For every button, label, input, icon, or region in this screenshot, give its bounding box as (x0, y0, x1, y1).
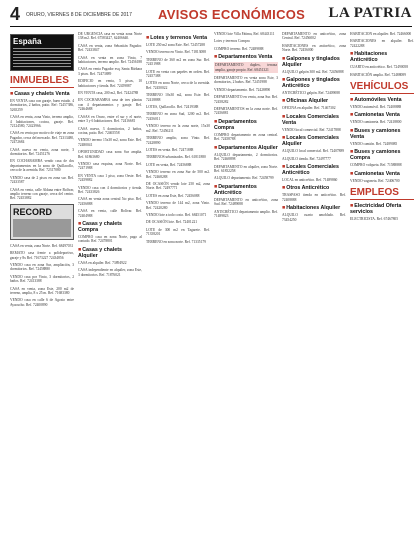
classified-ad: DE URGENCIA casa en venta zona Norte 138 m2. Ref. 67583427, 62406640. (78, 32, 142, 41)
category-title: ■Casas y chalets Compra (78, 221, 122, 233)
classified-ad: CASA en venta, calle Bolívar. Ref. 72404988 (78, 209, 142, 218)
classified-ad: LOTE de 300 m2 en Tagarete. Ref. 71358201 (146, 227, 210, 237)
classified-ad: DEPARTAMENTO en anticrético, zona Sud. Ref. 72489088 (214, 197, 278, 207)
category-title: ■Locales Comerciales Alquiler (282, 135, 339, 148)
newspaper-logo: LA PATRIA (328, 5, 412, 21)
classified-ad: DEPARTAMENTOS en la zona norte. Ref. 72456881 (214, 107, 278, 116)
ad-list (78, 91, 142, 218)
ad-list (282, 193, 346, 202)
category-title: ■Locales Comerciales Venta (282, 113, 339, 126)
classified-ad: COMPRO volqueta. Ref. 71588888 (350, 163, 402, 168)
ad-list (78, 261, 142, 277)
category-title: ■Locales Comerciales Anticrético (282, 164, 339, 177)
classified-ad: HABITACIONES en alquiler. Ref. 72422288 (350, 39, 414, 48)
classified-ad: HABITACIÓN en alquiler. Ref. 72466000 (350, 32, 412, 36)
category-title: ■Galpones y tinglados Anticrético (282, 77, 340, 90)
classified-ad: REMATO casa frente a polideportivo, garaje y 8x Ref. 71673227 72434856 (10, 251, 74, 260)
classified-ad: VENDO terreno 15x30 m2, zona Este. Ref. 72480041 (78, 138, 142, 147)
highlighted-ad: DEPARTAMENTO duplex, terraza amplia, garaje propio. Ref. 68451321 (215, 63, 277, 72)
ad-box-image (13, 219, 71, 237)
column-4 (214, 32, 278, 542)
classified-ad: CASA en venta, calle Aldana entre Bolívar, amplio terreno con garaje, cerca del centro. Ref. 72453882 (10, 187, 74, 201)
classified-ad: DE OCASIÓN vendo lote 250 m2, zona Norte. Ref. 72497771 (146, 181, 210, 191)
ad-list (78, 32, 142, 88)
page-date: ORURO, VIERNES 8 DE DICIEMBRE DE 2017 (26, 12, 132, 18)
empleos-heading: EMPLEOS (350, 187, 414, 200)
category-title: ■Casas y chalets Alquiler (78, 246, 122, 259)
classified-ad: LOTES en venta. Ref. 72471888 (146, 147, 194, 152)
ad-list (10, 244, 74, 307)
classified-ad: TERRENO en zona Sud, 1200 m2. Ref. 72456011 (146, 112, 210, 121)
classified-ad: CASA en venta, zona Norte. Ref. 68497031 (10, 243, 74, 248)
category-title: ■Electricidad Oferta servicios (350, 203, 402, 216)
ad-box-brand: RECORD (13, 206, 53, 217)
classified-ad: VENDO lote Villa Fátima, Ref. 68443111 (214, 32, 275, 36)
classified-ad: CASA en venta por motivo de viaje en zona Pagador, cerca del mercado. Ref. 72313480, 72472684 (10, 131, 74, 145)
ad-box-record (10, 204, 74, 240)
classified-ad: ALQUILO departamento. Ref. 72458799 (214, 176, 274, 181)
ad-box-espana (10, 34, 74, 71)
classified-ad: VENDO departamento. Ref. 72428890 (214, 87, 271, 92)
ad-list (350, 217, 414, 221)
classified-ad: COMPRO casa en zona Norte, pago al contado. Ref. 72478801 (78, 235, 142, 244)
classified-ad: HABITACIÓN amplia. Ref. 72488089 (350, 72, 406, 77)
classified-ad: COMPRO departamento en zona central. Ref. 72458788 (214, 132, 278, 142)
classified-ad: VENDO terreno en Vinto. Ref. 71813088 (146, 50, 206, 55)
category-title: ■Casas y chalets Venta (10, 91, 70, 97)
classified-ad: ANTICRÉTICO departamento amplio. Ref. 71489823 (214, 209, 278, 218)
classified-ad: ALQUILO cuarto amoblado. Ref. 73454250 (282, 213, 346, 222)
classified-ad: CASAS en Oruro, entre el sur y el norte, entre 3 y 6 habitaciones. Ref. 72416681 (78, 114, 142, 124)
category-title: ■Departamentos Compra (214, 118, 257, 131)
classified-ad: VENDO casa esquina, zona Norte. Ref. 72471988 (78, 161, 142, 171)
classified-ad: VENDO lote a todo costo. Ref. 68451071 (146, 212, 207, 217)
ad-list (10, 99, 74, 201)
classified-ad: VENDO terreno en la zona norte, 15x30 m2. Ref. 72456211 (146, 124, 210, 133)
section-title: AVISOS ECONÓMICOS (158, 7, 306, 22)
column-2 (78, 32, 142, 542)
classified-ad: LOTES, Quillacollo. Ref. 72419388 (146, 105, 199, 110)
classified-ad: TERRENO en zona norte. Ref. 71335179 (146, 239, 206, 244)
ad-list (78, 235, 142, 244)
classified-ad: LOTES en zona Este, Ref. 72456088 (146, 193, 200, 198)
classified-ad: EN VENTA casa con garaje, buen estado. 4 dormitorios, 2 baños, patio. Ref: 72457386, 5265259 (10, 99, 74, 112)
category-title: ■Departamentos Venta (214, 54, 273, 61)
ad-list (282, 32, 346, 53)
classified-ad: VENDO casa en zona Sur, ampliación, 3 dormitorios. Ref. 72458880 (10, 262, 74, 272)
classified-ad: ALQUILO departamento, 2 dormitorios. Ref. 72468898 (214, 152, 278, 162)
classified-ad: CASA en alquiler. Ref. 73894922 (78, 260, 127, 265)
classified-ad: VENDO camioneta. Ref. 72418800 (350, 120, 402, 125)
category-title: ■Lotes y terrenos Venta (146, 35, 208, 41)
classified-ad: VENDO terreno en zona Sur de 500 m2. Ref. 72468288 (146, 170, 210, 179)
category-title: ■Habitaciones Anticrético (350, 51, 388, 64)
classified-ad: OPORTUNIDAD casa zona Sur amplia. Ref. 61863680 (78, 150, 142, 159)
classified-ad: VENDO camión. Ref. 72489085 (350, 141, 398, 146)
classified-ad: VENDO automóvil. Ref. 72408888 (350, 105, 402, 110)
column-6 (350, 32, 414, 542)
classified-ad: Lotes y terrenos Compra (214, 39, 250, 44)
classified-ad: TERRENOS urbanizados. Ref. 61811880 (146, 155, 206, 160)
inmuebles-heading: INMUEBLES (10, 75, 74, 88)
category-title: ■Departamentos Alquiler (214, 144, 278, 151)
classified-ad: CASA independiente en alquiler, zona Este, 3 dormitorios. Ref. 71876021 (78, 268, 142, 277)
ad-list (214, 198, 278, 219)
category-title: ■Camionetas Venta (350, 170, 400, 177)
classified-ad: EN COCHABAMBA casa de tres plantas con 4 departamentos y garaje. Ref. 72464688 (78, 98, 142, 112)
category-title: ■Camionetas Venta (350, 112, 400, 119)
ad-list (282, 91, 346, 95)
ad-list (282, 70, 346, 74)
classified-ad: EN COCHABAMBA vendo casa de dos departamentos en la zona de Quillacollo, cerca de la avenida. Ref. 72317080 (10, 159, 74, 173)
ad-list (282, 128, 346, 132)
vehiculos-heading: VEHÍCULOS (350, 81, 414, 94)
category-title: ■Buses y camiones Venta (350, 127, 401, 140)
ad-list (350, 105, 414, 109)
classified-ad: DEPARTAMENTO en anticrético, zona Central. Ref. 72456002 (282, 32, 346, 41)
ad-list (214, 76, 278, 116)
classified-ad: COMPRO terreno. Ref. 72489888 (214, 46, 264, 51)
column-5 (282, 32, 346, 542)
ad-list (214, 32, 278, 51)
classified-ad: EDIFICIO en venta, 5 pisos, 10 habitaciones y tienda. Ref. 72459887 (78, 79, 142, 88)
category-title: ■Buses y camiones Compra (350, 149, 401, 162)
category-title: ■Galpones y tinglados Alquiler (282, 55, 340, 68)
classified-ad: LOCAL en anticrético. Ref. 71489860 (282, 178, 338, 183)
classified-ad: ALQUILO local comercial. Ref. 72407889 (282, 149, 345, 154)
classified-ad: TERRENO amplio, zona Vinto. Ref. 72428890 (146, 136, 210, 145)
ad-list (350, 163, 414, 167)
classified-ad: CUARTO en anticrético. Ref. 72490058 (350, 65, 409, 70)
ad-list (350, 179, 414, 183)
classified-ad: OFICINA en alquiler. Ref. 71467302 (282, 106, 336, 111)
ad-list (282, 213, 346, 222)
classified-ad: TERRENO 10x30 m2, zona Este. Ref. 72418888 (146, 93, 210, 102)
classified-ad: VENDO casa con 4 dormitorios y tienda. Ref. 72433826 (78, 185, 142, 194)
ad-list (146, 182, 210, 244)
classified-ad: CASA en venta, zona Vinto, terreno amplio, 4 habitaciones, cocina, garaje. Ref. 72124580, 72423966. (10, 115, 74, 129)
classified-ad: ANTICRÉTICO galpón. Ref. 72409088 (282, 91, 340, 96)
category-title: ■Habitaciones Alquiler (282, 205, 341, 212)
classified-ad: TERRENO de 360 m2 en zona Sur. Ref. 72451988 (146, 57, 210, 67)
classified-ad: CASA nueva, 3 dormitorios, 2 baños, cocina, patio. Ref. 72465558 (78, 126, 142, 135)
classified-ad: CASA nueva en venta, zona norte, 3 dormitorios. Ref. 72451276 (10, 147, 74, 157)
classified-ad: ELECTRICISTA. Ref. 67467805 (350, 217, 399, 222)
ad-list (214, 153, 278, 181)
classified-ad: CASA en venta, zona Sebastián Pagador. Ref. 72433847 (78, 43, 142, 53)
classified-ad: ALQUILO galpón 300 m2. Ref. 72456888 (282, 69, 344, 74)
ad-list (350, 142, 414, 146)
classified-ad: TRASPASO tienda en anticrético. Ref. 72408888 (282, 193, 346, 202)
classified-ad: ALQUILO tienda. Ref. 72497777 (282, 156, 331, 161)
classified-ad: LOTE 250 m2 zona Este. Ref. 72457288 (146, 43, 205, 47)
classified-ad: DEPARTAMENTO en venta, zona Sur. Ref. 72458282 (214, 95, 278, 104)
classified-ad: LOTES en zona Norte, cerca de la avenida. Ref. 72450022 (146, 81, 210, 90)
classified-ad: CASA en venta Pagador esq. Santa Bárbara 3 pisos. Ref. 72473889 (78, 67, 142, 76)
classified-ad: LOTE en venta con papeles en orden. Ref. 72457388 (146, 69, 210, 79)
page-header (10, 6, 412, 27)
classified-ad: CASA en venta, zona Este, 200 m2 de terreno, amplia, 8 x 25 m. Ref. 71683380 (10, 286, 74, 295)
page-number: 4 (10, 4, 21, 24)
classified-ad: HABITACIONES en anticrético, zona Norte. Ref. 72456000 (282, 43, 346, 53)
category-title: ■Oficinas Alquiler (282, 98, 329, 105)
classified-ad: CASA en venta zona central 5to piso. Ref. 72456888 (78, 197, 142, 206)
ad-list (214, 133, 278, 142)
classified-ad: VENDO terreno de 144 m2, zona Vinto. Ref. 72420280 (146, 201, 210, 210)
classified-ad: VENDO casa por Vinto, 3 dormitorios, 2 baños. Ref. 72413388 (10, 274, 74, 284)
ad-list (350, 65, 414, 77)
ad-box-brand: España (13, 37, 42, 46)
classified-ad: CASA en venta en zona Vinto, 7 habitaciones, terreno amplio. Ref. 72456188 (78, 55, 142, 65)
classified-ad: VENDO vagoneta. Ref. 72406700 (350, 178, 400, 183)
category-title: ■Otros Anticrético (282, 185, 330, 192)
classified-ad: DEPARTAMENTO en alquiler, zona Norte. Ref. 61852258 (214, 164, 278, 173)
ad-list (350, 120, 414, 124)
classified-ad: LOTE en venta, Ref. 72456888 (146, 162, 192, 167)
classified-ad: VENDO casa en calle 6 de Agosto entre Ayacucho. Ref. 72400890 (10, 298, 74, 307)
category-title: ■Departamentos Anticrético (214, 183, 257, 196)
column-3 (146, 32, 210, 542)
ad-list (350, 32, 414, 48)
classified-ad: VENDO casa de 2 pisos en zona sur. Ref. 72433587 (10, 175, 74, 185)
ad-box-lines (13, 48, 71, 68)
classified-ad: EN VENTA casa 1 piso, zona Oeste. Ref. 72459882 (78, 173, 142, 183)
classified-ad: EN VENTA casa, 200 m2, Ref. 72424788 (78, 91, 139, 96)
ad-list (282, 149, 346, 161)
ad-list (282, 178, 346, 182)
category-title: ■Automóviles Venta (350, 97, 402, 104)
classified-ad: DE OCASIÓN lote. Ref. 72401221 (146, 220, 198, 225)
column-1 (10, 32, 74, 542)
classified-ad: DEPARTAMENTO en venta zona Este, 3 dormitorios, 2 baños. Ref. 72451988 (214, 76, 278, 85)
ad-list (282, 106, 346, 110)
classified-ad: VENDO local comercial. Ref. 72417888 (282, 127, 341, 132)
ad-list (146, 43, 210, 179)
